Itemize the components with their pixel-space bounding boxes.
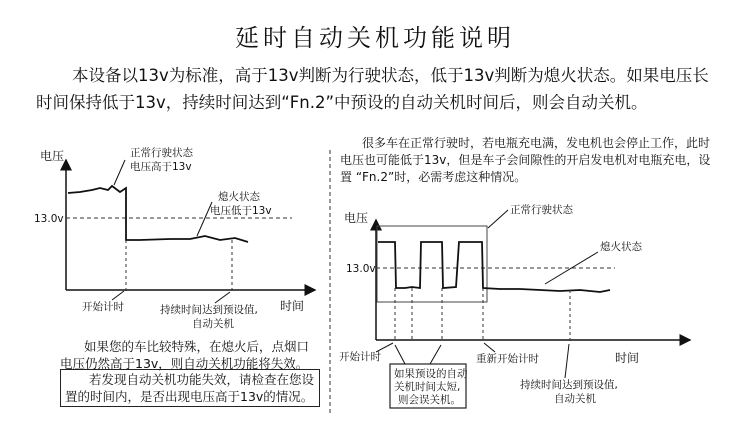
right-diagram bbox=[339, 203, 690, 408]
right-start-pointer bbox=[376, 343, 393, 352]
right-warn-label-2: 关机时间太短, bbox=[394, 381, 461, 393]
right-driving-box bbox=[377, 226, 487, 302]
right-threshold-label: 13.0v bbox=[346, 263, 376, 275]
left-x-label: 时间 bbox=[280, 299, 305, 313]
intro-paragraph: 本设备以13v为标准，高于13v判断为行驶状态，低于13v判断为熄火状态。如果电压长时间保持低于13v，持续时间达到“Fn.2”中预设的自动关机时间后，则会自动关机。 bbox=[36, 66, 709, 112]
left-driving-pointer bbox=[114, 160, 125, 185]
right-start-label: 开始计时 bbox=[339, 351, 381, 363]
right-driving-label: 正常行驶状态 bbox=[510, 204, 573, 216]
right-reached-label-1: 持续时间达到预设值, bbox=[520, 379, 618, 391]
right-off-label: 熄火状态 bbox=[600, 241, 642, 253]
right-warn-label-1: 如果预设的自动 bbox=[394, 368, 468, 380]
left-off-pointer bbox=[197, 202, 212, 236]
left-reached-pointer bbox=[215, 292, 230, 303]
right-reached-pointer bbox=[565, 344, 569, 378]
left-off-label-1: 熄火状态 bbox=[218, 191, 260, 203]
left-start-pointer bbox=[112, 291, 124, 300]
right-warn-pointer-1 bbox=[395, 345, 405, 364]
left-reached-label-2: 自动关机 bbox=[192, 318, 234, 330]
right-driving-pointer bbox=[488, 210, 508, 228]
boxed-warning-note: 若发现自动关机功能失效，请检查在您设置的时间内，是否出现电压高于13v的情况。 bbox=[60, 369, 320, 407]
left-driving-label-1: 正常行驶状态 bbox=[130, 147, 193, 159]
right-reached-label-2: 自动关机 bbox=[554, 393, 596, 405]
left-note-paragraph: 如果您的车比较特殊，在熄火后，点烟口电压仍然高于13v，则自动关机功能将失效。 bbox=[60, 339, 310, 371]
left-y-label: 电压 bbox=[40, 149, 65, 163]
left-diagram bbox=[34, 146, 315, 330]
right-x-label: 时间 bbox=[615, 351, 640, 365]
left-reached-label-1: 持续时间达到预设值, bbox=[160, 304, 258, 316]
right-voltage-line bbox=[378, 242, 610, 292]
right-warn-label-3: 则会误关机。 bbox=[398, 394, 461, 406]
left-driving-label-2: 电压高于13v bbox=[130, 161, 192, 173]
page-title: 延时自动关机功能说明 bbox=[235, 24, 515, 52]
right-note-paragraph: 很多车在正常行驶时，若电瓶充电满，发电机也会停止工作，此时电压也可能低于13v，但是车子会间隙性的开启发电机对电瓶充电，设置 “Fn.2”时，必需考虑这种情况。 bbox=[340, 136, 711, 184]
right-restart-label: 重新开始计时 bbox=[476, 353, 539, 365]
right-y-label: 电压 bbox=[344, 211, 369, 225]
right-restart-pointer bbox=[484, 343, 495, 352]
left-start-label: 开始计时 bbox=[82, 301, 124, 313]
left-off-label-2: 电压低于13v bbox=[210, 205, 272, 217]
right-warn-pointer-2 bbox=[430, 345, 441, 364]
left-threshold-label: 13.0v bbox=[34, 213, 64, 225]
